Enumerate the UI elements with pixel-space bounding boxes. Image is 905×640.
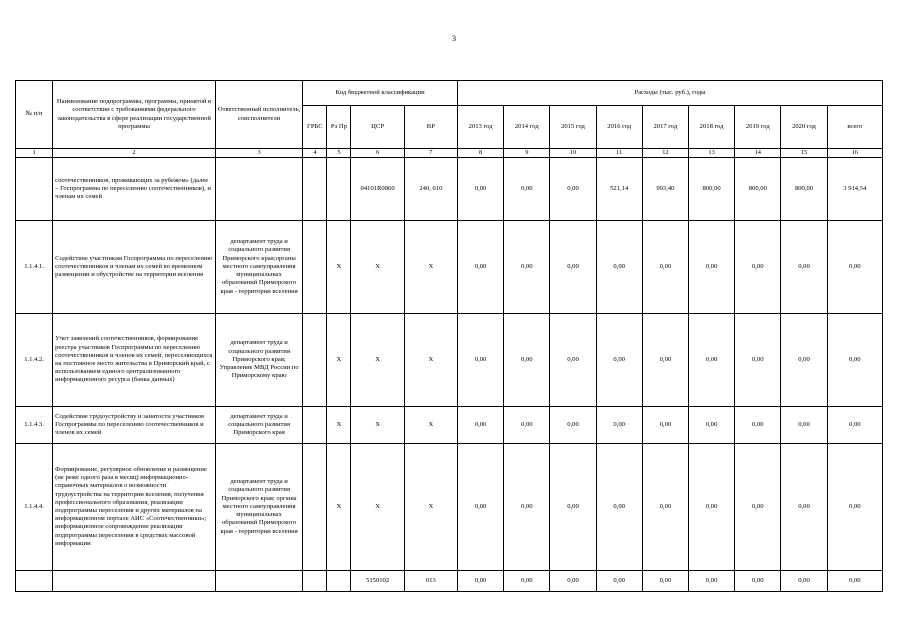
header-year: 2016 год: [596, 106, 642, 149]
row-value: 0,00: [735, 221, 781, 314]
row-executor: [215, 158, 302, 221]
header-year: 2014 год: [504, 106, 550, 149]
row-csr: X: [351, 444, 404, 571]
row-value: 0,00: [689, 571, 735, 592]
row-number: 1.1.4.4.: [16, 444, 53, 571]
row-value: 993,40: [642, 158, 688, 221]
row-value: 0,00: [457, 158, 503, 221]
row-value: 0,00: [504, 407, 550, 444]
header-year: всего: [827, 106, 882, 149]
row-csr: 04101R0860: [351, 158, 404, 221]
row-number: 1.1.4.3.: [16, 407, 53, 444]
row-value: 0,00: [596, 221, 642, 314]
row-rzpr: X: [327, 444, 351, 571]
header-name: Наименование подпрограммы, программы, принятой в соответствии с требованиями федерального законодательства в сфере реализации государственной программы: [53, 81, 216, 149]
row-value: 0,00: [689, 444, 735, 571]
row-value: 0,00: [827, 407, 882, 444]
header-year: 2018 год: [689, 106, 735, 149]
row-value: 0,00: [457, 221, 503, 314]
row-value: 0,00: [689, 407, 735, 444]
row-value: 0,00: [735, 314, 781, 407]
row-vr: X: [404, 221, 457, 314]
column-number: 7: [404, 149, 457, 158]
column-number: 4: [303, 149, 327, 158]
header-csr: ЦСР: [351, 106, 404, 149]
row-value: 0,00: [781, 407, 827, 444]
row-value: 0,00: [689, 314, 735, 407]
row-executor: департамент труда и социального развития Приморского края; органы местного самоуправления муниципальных образований Приморского края - территории вселения: [215, 444, 302, 571]
header-year: 2017 год: [642, 106, 688, 149]
row-value: 0,00: [642, 221, 688, 314]
row-grbs: [303, 571, 327, 592]
row-name: Содействие участникам Госпрограммы по переселению соотечественников и членам их семей во временном размещении и обустройстве на территории вселения: [53, 221, 216, 314]
row-csr: 5150102: [351, 571, 404, 592]
page-number: 3: [452, 34, 456, 43]
row-value: 521,14: [596, 158, 642, 221]
budget-table: [15, 80, 883, 592]
header-num: № п/п: [16, 81, 53, 149]
column-number: 8: [457, 149, 503, 158]
column-number: 9: [504, 149, 550, 158]
row-vr: 240, 610: [404, 158, 457, 221]
table-row: [16, 221, 883, 314]
row-value: 0,00: [781, 221, 827, 314]
header-budget-code: Код бюджетной классификации: [303, 81, 458, 106]
row-number: [16, 158, 53, 221]
row-value: 0,00: [457, 314, 503, 407]
row-name: Содействие трудоустройству и занятости участников Госпрограммы по переселению соотечественников и членов их семей: [53, 407, 216, 444]
table-row: [16, 444, 883, 571]
row-value: 0,00: [504, 444, 550, 571]
table-row: [16, 158, 883, 221]
row-value: 800,00: [735, 158, 781, 221]
row-value: 0,00: [642, 407, 688, 444]
row-csr: X: [351, 314, 404, 407]
row-number: 1.1.4.2.: [16, 314, 53, 407]
row-value: 0,00: [735, 444, 781, 571]
header-vr: ВР: [404, 106, 457, 149]
row-value: 0,00: [550, 158, 596, 221]
row-name: Учет заявлений соотечественников, формирование реестра участников Госпрограммы по переселению соотечественников и членов их семей, переселяющихся на постоянное место жительства в Приморский край, с использованием единого централизованного информационного ресурса (банка данных): [53, 314, 216, 407]
column-number: 5: [327, 149, 351, 158]
row-value: 0,00: [781, 571, 827, 592]
row-value: 0,00: [457, 407, 503, 444]
row-value: 0,00: [827, 221, 882, 314]
row-value: 0,00: [550, 221, 596, 314]
row-grbs: [303, 221, 327, 314]
row-value: 0,00: [504, 158, 550, 221]
table-row: [16, 407, 883, 444]
column-number: 10: [550, 149, 596, 158]
header-executor: Ответственный исполнитель, соисполнители: [215, 81, 302, 149]
column-number: 6: [351, 149, 404, 158]
column-number: 12: [642, 149, 688, 158]
row-executor: департамент труда и социального развития Приморского края; Управление МВД России по Приморскому краю: [215, 314, 302, 407]
row-value: 0,00: [735, 407, 781, 444]
row-name: соотечественников, проживающих за рубежом» (далее – Госпрограмма по переселению соотечественников), и членам их семей: [53, 158, 216, 221]
row-grbs: [303, 444, 327, 571]
row-value: 0,00: [827, 571, 882, 592]
column-number: 11: [596, 149, 642, 158]
row-csr: X: [351, 221, 404, 314]
header-grbs: ГРБС: [303, 106, 327, 149]
column-number: 16: [827, 149, 882, 158]
row-executor: департамент труда и социального развития Приморского края: [215, 407, 302, 444]
row-csr: X: [351, 407, 404, 444]
row-value: 0,00: [457, 571, 503, 592]
column-number: 13: [689, 149, 735, 158]
row-value: 0,00: [827, 444, 882, 571]
row-value: 0,00: [781, 314, 827, 407]
header-rzpr: Рз Пр: [327, 106, 351, 149]
row-value: 0,00: [504, 221, 550, 314]
row-value: 0,00: [596, 407, 642, 444]
header-year: 2020 год: [781, 106, 827, 149]
column-number: 1: [16, 149, 53, 158]
column-number: 2: [53, 149, 216, 158]
header-year: 2013 год: [457, 106, 503, 149]
row-value: 0,00: [504, 314, 550, 407]
row-grbs: [303, 314, 327, 407]
row-value: 800,00: [781, 158, 827, 221]
row-executor: [215, 571, 302, 592]
row-rzpr: X: [327, 314, 351, 407]
row-grbs: [303, 158, 327, 221]
row-grbs: [303, 407, 327, 444]
row-rzpr: X: [327, 221, 351, 314]
header-year: 2015 год: [550, 106, 596, 149]
table-row: [16, 314, 883, 407]
row-value: 0,00: [642, 314, 688, 407]
row-executor: департамент труда и социального развития Приморского края;органы местного самоуправления муниципальных образований Приморского края - территории вселения: [215, 221, 302, 314]
row-name: Формирование, регулярное обновление и размещение (не реже одного раза в месяц) информационно-справочных материалов о возможности трудоустройства на территории вселения, получения профессионального образования, реализации подпрограммы переселения и других материалов на информационном портале АИС «Соотечественники»; информационное сопровождение реализации подпрограммы переселения в средствах массовой информации: [53, 444, 216, 571]
table-row: [16, 571, 883, 592]
row-value: 0,00: [781, 444, 827, 571]
row-rzpr: X: [327, 407, 351, 444]
row-value: 0,00: [827, 314, 882, 407]
row-vr: X: [404, 444, 457, 571]
row-value: 0,00: [596, 571, 642, 592]
row-value: 0,00: [642, 571, 688, 592]
header-expenses: Расходы (тыс. руб.), годы: [457, 81, 882, 106]
row-value: 0,00: [550, 444, 596, 571]
row-vr: X: [404, 314, 457, 407]
row-value: 800,00: [689, 158, 735, 221]
row-name: [53, 571, 216, 592]
row-number: 1.1.4.1.: [16, 221, 53, 314]
row-value: 0,00: [735, 571, 781, 592]
row-number: [16, 571, 53, 592]
row-vr: X: [404, 407, 457, 444]
row-value: 0,00: [550, 407, 596, 444]
row-vr: 013: [404, 571, 457, 592]
row-value: 0,00: [689, 221, 735, 314]
column-number: 3: [215, 149, 302, 158]
row-rzpr: [327, 571, 351, 592]
row-value: 0,00: [550, 571, 596, 592]
row-value: 0,00: [596, 314, 642, 407]
row-value: 3 914,54: [827, 158, 882, 221]
row-value: 0,00: [504, 571, 550, 592]
row-value: 0,00: [457, 444, 503, 571]
row-rzpr: [327, 158, 351, 221]
column-number: 14: [735, 149, 781, 158]
column-number: 15: [781, 149, 827, 158]
row-value: 0,00: [550, 314, 596, 407]
row-value: 0,00: [642, 444, 688, 571]
header-year: 2019 год: [735, 106, 781, 149]
row-value: 0,00: [596, 444, 642, 571]
